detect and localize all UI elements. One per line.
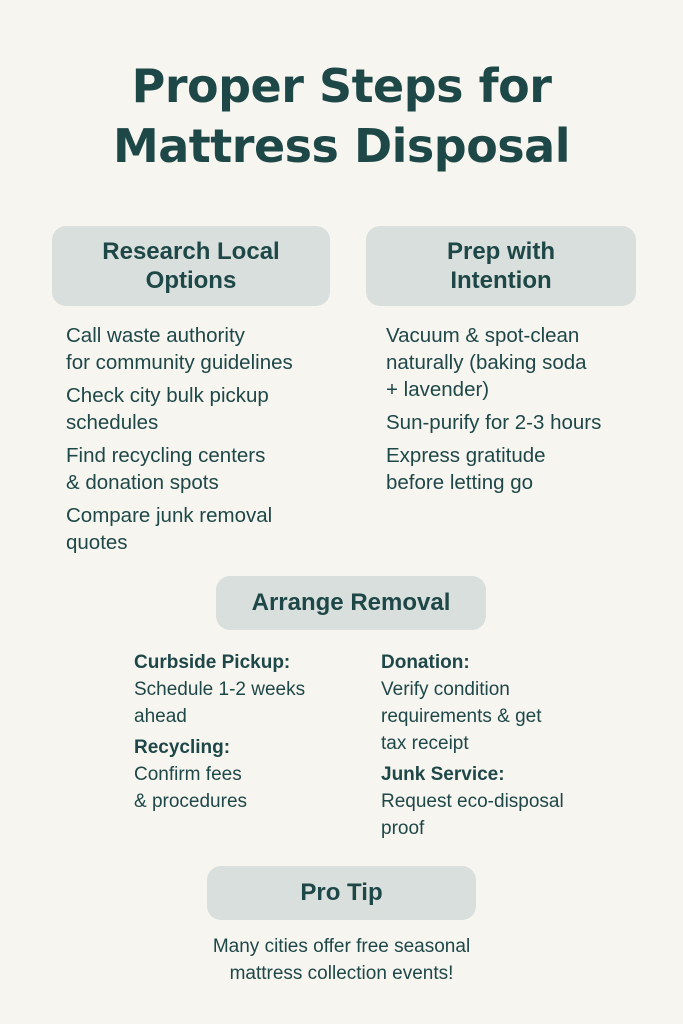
removal-option-title: Recycling: xyxy=(134,737,231,758)
research-list xyxy=(66,322,336,562)
prep-heading-line-2: Intention xyxy=(450,267,552,294)
list-item: Compare junk removal quotes xyxy=(66,504,273,554)
research-heading-line-2: Options xyxy=(145,267,237,294)
research-heading-line-1: Research Local xyxy=(102,238,280,265)
page-title-line-2: Mattress Disposal xyxy=(112,119,570,173)
list-item: Express gratitude before letting go xyxy=(386,444,546,494)
list-item: Sun-purify for 2-3 hours xyxy=(386,411,602,434)
removal-left-column xyxy=(134,649,354,819)
pro-tip-heading: Pro Tip xyxy=(207,866,476,920)
research-heading xyxy=(52,226,330,306)
removal-heading: Arrange Removal xyxy=(216,576,486,630)
list-item: Find recycling centers & donation spots xyxy=(66,444,266,494)
prep-list xyxy=(386,322,666,502)
removal-option-title: Curbside Pickup: xyxy=(134,652,291,673)
prep-heading xyxy=(366,226,636,306)
removal-option: Curbside Pickup: Schedule 1-2 weeks ahead xyxy=(134,649,354,730)
removal-option-title: Donation: xyxy=(381,652,470,673)
removal-option: Recycling: Confirm fees & procedures xyxy=(134,734,354,815)
prep-heading-line-1: Prep with xyxy=(446,238,555,265)
removal-option: Junk Service: Request eco-disposal proof xyxy=(381,761,621,842)
removal-right-column xyxy=(381,649,621,846)
page-title-line-1: Proper Steps for xyxy=(131,59,552,113)
list-item: Vacuum & spot-clean naturally (baking soda + lavender) xyxy=(386,324,587,401)
list-item: Call waste authority for community guidelines xyxy=(66,324,293,374)
list-item: Check city bulk pickup schedules xyxy=(66,384,269,434)
removal-option-title: Junk Service: xyxy=(381,764,505,785)
removal-option: Donation: Verify condition requirements & get tax receipt xyxy=(381,649,621,757)
pro-tip-text: Many cities offer free seasonal mattress collection events! xyxy=(212,936,471,984)
